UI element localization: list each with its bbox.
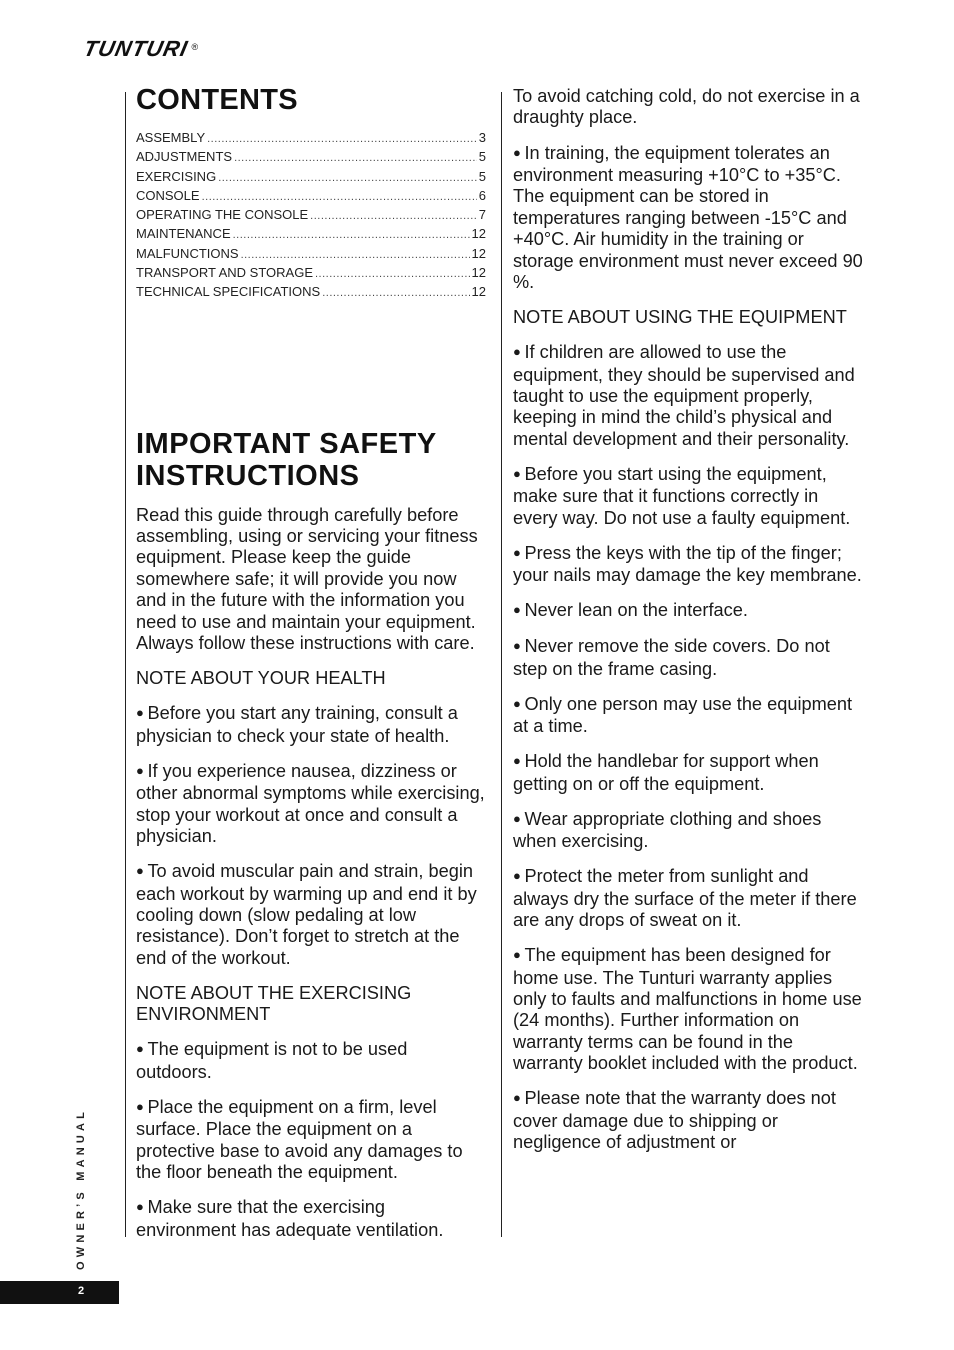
health-item: ● To avoid muscular pain and strain, begin each workout by warming up and end it by cooling down (slow pedaling at low resistance). Don’t forget to stretch at the end of the workout. [136,861,486,969]
table-of-contents [136,129,486,303]
toc-entry-transport-and-storage[interactable]: TRANSPORT AND STORAGE ..... 12 [136,264,486,283]
environment-item: ● Place the equipment on a firm, level surface. Place the equipment on a protective base to avoid any damages to the floor beneath the equipment. [136,1097,486,1184]
toc-entry-assembly[interactable]: ASSEMBLY ..... 3 [136,129,486,148]
environment-item: ● In training, the equipment tolerates an environment measuring +10°C to +35°C. The equipment can be stored in temperatures ranging between -15°C and +40°C. Air humidity in the training or storage environment must never exceed 90 %. [513,143,863,294]
owners-manual-label: OWNER’S MANUAL [75,1107,87,1270]
left-column [136,84,486,1255]
usage-item: ● Never remove the side covers. Do not step on the frame casing. [513,636,863,680]
toc-entry-maintenance[interactable]: MAINTENANCE ..... 12 [136,225,486,244]
right-column [513,86,863,1167]
safety-heading: IMPORTANT SAFETY INSTRUCTIONS [136,427,437,492]
usage-heading: NOTE ABOUT USING THE EQUIPMENT [513,307,847,328]
health-item: ● If you experience nausea, dizziness or other abnormal symptoms while exercising, stop your workout at once and consult a physician. [136,761,486,848]
health-heading: NOTE ABOUT YOUR HEALTH [136,668,386,689]
logo-text: TUNTURI [81,36,191,61]
toc-entry-console[interactable]: CONSOLE ..... 6 [136,187,486,206]
usage-item: ● Please note that the warranty does not cover damage due to shipping or negligence of adjustment or [513,1088,863,1153]
environment-item: ● Make sure that the exercising environment has adequate ventilation. [136,1197,486,1241]
usage-item: ● Only one person may use the equipment at a time. [513,694,863,738]
usage-item: ● The equipment has been designed for home use. The Tunturi warranty applies only to faults and malfunctions in home use (24 months). Further information on warranty terms can be found in the warranty booklet included with the product. [513,945,863,1074]
environment-continued: To avoid catching cold, do not exercise in a draughty place. [513,86,860,128]
usage-item: ● Hold the handlebar for support when getting on or off the equipment. [513,751,863,795]
toc-entry-malfunctions[interactable]: MALFUNCTIONS ..... 12 [136,245,486,264]
toc-entry-technical-specifications[interactable]: TECHNICAL SPECIFICATIONS ..... 12 [136,283,486,302]
left-column-rule [125,92,126,1237]
contents-heading: CONTENTS [136,84,298,116]
middle-column-rule [501,92,502,1237]
usage-item: ● Never lean on the interface. [513,600,863,622]
tunturi-logo [81,36,199,62]
toc-entry-adjustments[interactable]: ADJUSTMENTS ..... 5 [136,148,486,167]
health-item: ● Before you start any training, consult a physician to check your state of health. [136,703,486,747]
safety-intro: Read this guide through carefully before assembling, using or servicing your fitness equipment. Please keep the guide somewhere safe; it will provide you now and in the future with the information you need to use and maintain your equipment. Always follow these instructions with care. [136,504,478,654]
environment-heading: NOTE ABOUT THE EXERCISING ENVIRONMENT [136,982,412,1025]
toc-entry-exercising[interactable]: EXERCISING ..... 5 [136,168,486,187]
usage-item: ● Wear appropriate clothing and shoes when exercising. [513,809,863,853]
usage-item: ● If children are allowed to use the equipment, they should be supervised and taught to use the equipment properly, keeping in mind the child’s physical and mental development and their personality. [513,342,863,450]
registered-mark: ® [191,41,199,52]
environment-item: ● The equipment is not to be used outdoors. [136,1039,486,1083]
page-number: 2 [78,1285,85,1297]
page-number-tab [0,1281,119,1304]
usage-item: ● Press the keys with the tip of the finger; your nails may damage the key membrane. [513,543,863,587]
usage-item: ● Before you start using the equipment, make sure that it functions correctly in every way. Do not use a faulty equipment. [513,464,863,529]
toc-entry-operating-the-console[interactable]: OPERATING THE CONSOLE ..... 7 [136,206,486,225]
usage-item: ● Protect the meter from sunlight and always dry the surface of the meter if there are any drops of sweat on it. [513,866,863,931]
